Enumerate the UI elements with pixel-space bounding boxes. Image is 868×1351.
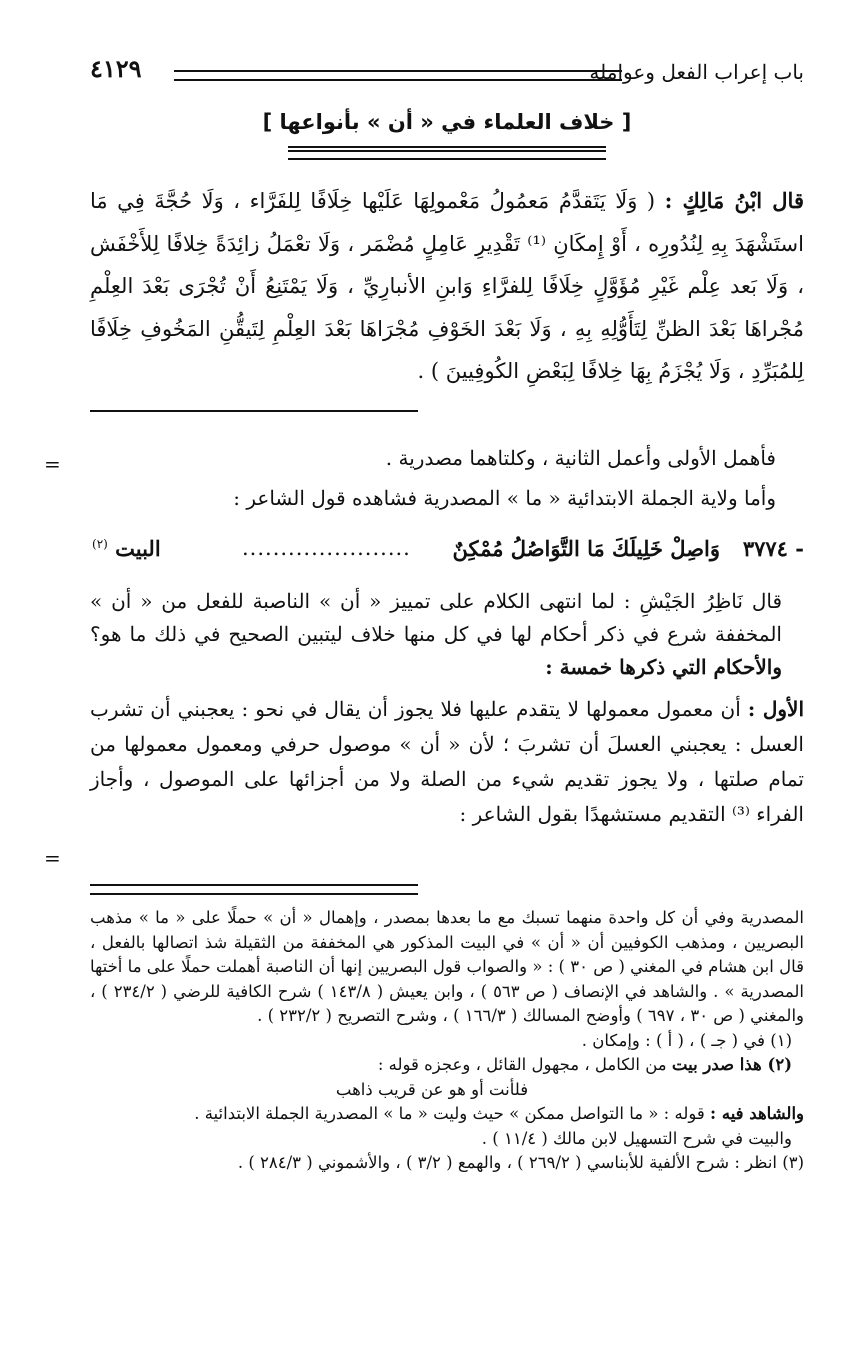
margin-equals-mark: = bbox=[44, 452, 61, 476]
footnote-2-poem: فلأنت أو هو عن قريب ذاهب bbox=[335, 1079, 529, 1099]
verse-tail-word: البيت bbox=[115, 536, 161, 561]
section-title: [ خلاف العلماء في « أن » بأنواعها ] bbox=[262, 110, 632, 134]
footnote-continuation: المصدرية وفي أن كل واحدة منهما تسبك مع ما بعدها بمصدر ، وإهمال « أن » حملًا على « ما » مذهب البصريين ، ومذهب الكوفيين أن « أن » في البيت المذكور هي المخففة من الثقيلة شذ اتصالها بالفعل ، قال ابن هشام في المغني ( ص ٣٠ ) : « والصواب قول البصريين إنها أن الناصبة أهملت حملًا على ما أختها المصدرية » . والشاهد في الإنصاف ( ص ٥٦٣ ) ، وابن يعيش ( ١٤٣/٨ ) شرح الكافية للرضي ( ٢٣٤/٢ ) ، والمغني ( ص ٣٠ ، ٦٩٧ ) وأوضح المسالك ( ١٦٦/٣ ) ، وشرح التصريح ( ٢٣٢/٢ ) . bbox=[90, 908, 804, 1025]
nazir-al-jaysh-discussion bbox=[90, 585, 804, 832]
footnote-1: (١) في ( جـ ) ، ( أ ) : وإمكان . bbox=[581, 1030, 792, 1050]
section-heading-rule bbox=[288, 146, 606, 160]
verse-number: ٣٧٧٤ - bbox=[742, 536, 804, 561]
commentary-paragraph: وأما ولاية الجملة الابتدائية « ما » المصدرية فشاهده قول الشاعر : bbox=[233, 486, 776, 510]
footnote-2-text: من الكامل ، مجهول القائل ، وعجزه قوله : bbox=[377, 1055, 667, 1074]
discussion-paragraph bbox=[90, 585, 804, 684]
footnote-2-shahid bbox=[90, 1102, 804, 1127]
discussion-text: لما انتهى الكلام على تمييز « أن » الناصبة للفعل من « أن » المخففة شرع في ذكر أحكام لها في كل منها خلاف ليتبين الصحيح في ذلك ما هو؟ bbox=[90, 589, 782, 646]
verse-tail bbox=[92, 536, 161, 561]
discussion-bold-text: والأحكام التي ذكرها خمسة : bbox=[545, 655, 782, 679]
commentary-paragraph: فأهمل الأولى وأعمل الثانية ، وكلتاهما مصدرية . bbox=[385, 446, 776, 470]
verse-ellipsis: ...................... bbox=[242, 536, 411, 560]
first-rule-paragraph bbox=[90, 692, 804, 832]
chapter-title: باب إعراب الفعل وعوامله bbox=[589, 60, 804, 84]
ibn-malik-quote bbox=[90, 180, 804, 393]
footnote-3: (٣) انظر : شرح الألفية للأبناسي ( ٢٦٩/٢ ) ، والهمع ( ٣/٢ ) ، والأشموني ( ٢٨٤/٣ ) . bbox=[237, 1153, 804, 1172]
footnote-2-lead: (٢) هذا صدر بيت bbox=[671, 1055, 792, 1074]
section-heading bbox=[90, 110, 804, 170]
shahid-label: والشاهد فيه : bbox=[710, 1104, 804, 1123]
verse-text: وَاصِلْ خَلِيلَكَ مَا التَّوَاصُلُ مُمْكِنٌ bbox=[452, 536, 720, 561]
quote-text: ( وَلَا يَتَقدَّمُ مَعمُولُ مَعْمولِهَا عَلَيْها خِلَافًا لِلفَرَّاء ، وَلَا حُجَّةَ فِي مَا استَشْهَدَ بِهِ لِنُدُورِه ، أَوْ إِمكَانِ ⁽¹⁾ تَقْدِيرِ عَامِلٍ مُضْمَر ، وَلَا تعْمَلُ زائِدَةً خِلافًا لِلأَخْفَش ، وَلَا بَعد عِلْم غَيْرِ مُؤَوَّلٍ خِلَافًا لِلفرَّاءِ وَابنِ الأنبارِيِّ ، وَلَا يَمْتَنِعُ أَنْ تُجْرَى بَعْدَ العِلْمِ مُجْراهَا بَعْدَ الظنِّ لِتَأَوُّلِهِ بِهِ ، وَلَا بَعْدَ الخَوْفِ مُجْرَاهَا بَعْدَ العِلْمِ لِتَيقُّنِ المَخُوفِ خِلَافًا لِلمُبَرِّدِ ، وَلَا يُجْزَمُ بِهَا خِلافًا لِبَعْضِ الكُوفِيينَ ) . bbox=[90, 189, 804, 383]
header-rule bbox=[174, 70, 622, 81]
footnote-2-reference: والبيت في شرح التسهيل لابن مالك ( ١١/٤ ) . bbox=[481, 1128, 792, 1148]
footnote-ref: (٢) bbox=[92, 537, 108, 551]
footnote-2 bbox=[90, 1053, 804, 1078]
quote-label: قال ابْنُ مَالِكٍ : bbox=[664, 188, 804, 213]
book-page bbox=[44, 0, 805, 1351]
page-number: ٤١٢٩ bbox=[90, 54, 142, 83]
shahid-text: قوله : « ما التواصل ممكن » حيث وليت « ما » المصدرية الجملة الابتدائية . bbox=[194, 1104, 705, 1123]
commentary bbox=[90, 440, 804, 517]
footnotes bbox=[90, 906, 804, 1176]
quote-end-rule bbox=[90, 410, 418, 412]
margin-equals-mark: = bbox=[44, 846, 61, 870]
running-header bbox=[90, 54, 804, 88]
first-rule-label: الأول : bbox=[747, 697, 805, 721]
footnote-separator bbox=[90, 884, 418, 895]
discussion-label: قال نَاظِرُ الجَيْشِ : bbox=[623, 589, 782, 613]
verse-line bbox=[90, 532, 804, 572]
first-rule-text: أن معمول معمولها لا يتقدم عليها فلا يجوز أن يقال في نحو : يعجبني أن تشرب العسل : يعجبني العسلَ أن تشربَ ؛ لأن « أن » موصول حرفي ومعمول معمولها من تمام صلتها ، ولا يجوز تقديم شيء من الصلة ولا من أجزائها على الموصول ، وأجاز الفراء ⁽³⁾ التقديم مستشهدًا بقول الشاعر : bbox=[90, 697, 804, 826]
